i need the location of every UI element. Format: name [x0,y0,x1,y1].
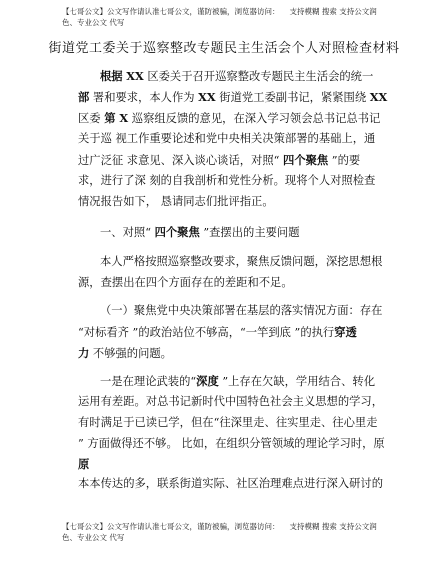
paragraph-2-line-2: 源，查摆出在四个方面存在的差距和不足。 [78,276,293,289]
paragraph-3-line-3: 有时满足于已读已学，但在“往深里走、往实里走、往心里走 [78,416,378,429]
paragraph-1-line-7: 情况报告如下， 恳请同志们批评指正。 [78,195,274,208]
paragraph-1-line-3: 区委 第 X 巡察组反馈的意见，在深入学习领会总书记总书记 [78,111,381,125]
paragraph-3-line-6: 本本传达的多，联系街道实际、社区治理难点进行深入研讨的 [78,477,384,490]
paragraph-3-line-2: 运用有差距。对总书记新时代中国特色社会主义思想的学习， [78,395,384,408]
paragraph-3-line-1: 一是在理论武装的“深度 ”上存在欠缺，学用结合、转化 [100,374,375,388]
header-line-1 [62,6,392,17]
header-line-2: 色、专业公文 代写 [62,18,125,27]
paragraph-1-line-5: 过广泛征 求意见、深入谈心谈话，对照“ 四个聚焦 ”的要 [78,153,361,167]
footer-services-text: 支持模糊 搜索 支持公文润 [289,522,377,531]
subsection-1-line-1: （一）聚焦党中央决策部署在基层的落实情况方面：存在 [100,304,383,317]
subsection-1-line-2: “对标看齐 ”的政治站位不够高，“一竿到底 ”的执行穿透 [78,325,357,339]
page-header [62,6,392,28]
footer-notice-text: 【七哥公文】公文写作请认准七哥公文，谨防被骗，浏览器访问： [62,522,280,531]
paragraph-1-line-1: 根据 XX 区委关于召开巡察整改专题民主生活会的统一 [100,69,374,83]
paragraph-3-line-4: ” 方面做得还不够。 比如，在组织分管领域的理论学习时，原 [78,437,385,450]
section-heading-1: 一、对照“ 四个聚焦 ”查摆出的主要问题 [100,225,300,239]
paragraph-1-line-4: 关于巡 视工作重要论述和党中央相关决策部署的基础上，通 [78,132,376,145]
paragraph-2-line-1: 本人严格按照巡察整改要求，聚焦反馈问题，深挖思想根 [100,255,383,268]
footer-line-2: 色、专业公文 代写 [62,533,125,542]
paragraph-1-line-2: 部 署和要求，本人作为 XX 街道党工委副书记，紧紧围绕 XX [78,90,388,104]
paragraph-1-line-6: 求，进行了深 刻的自我剖析和党性分析。现将个人对照检查 [78,174,376,187]
footer-line-1 [62,521,392,532]
page-footer [62,521,392,543]
paragraph-3-line-5: 原 [78,457,90,471]
document-title: 街道党工委关于巡察整改专题民主生活会个人对照检查材料 [48,41,400,56]
header-notice-text: 【七哥公文】公文写作请认准七哥公文，谨防被骗，浏览器访问： [62,7,280,16]
subsection-1-line-3: 力 不够强的问题。 [78,346,172,360]
header-services-text: 支持模糊 搜索 支持公文润 [289,7,377,16]
